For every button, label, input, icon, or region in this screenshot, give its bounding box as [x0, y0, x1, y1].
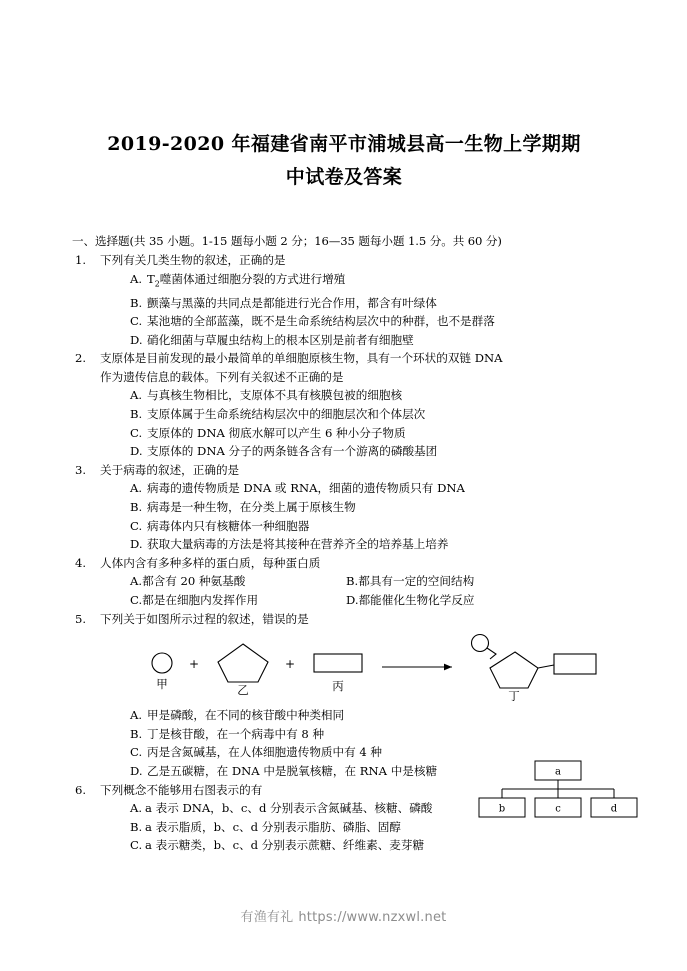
- plus-sign-2: +: [284, 657, 296, 672]
- watermark-brand: 有渔有礼: [240, 910, 294, 925]
- option-4-a-text: 都含有 20 种氨基酸: [142, 574, 246, 589]
- product-pentose-pentagon-icon: [490, 652, 538, 688]
- option-6-b-text: a 表示脂质，b、c、d 分别表示脂肪、磷脂、固醇: [145, 819, 401, 834]
- question-6-stem: 下列概念不能够用右图表示的有: [100, 782, 263, 797]
- option-5-a-label: A.: [130, 708, 143, 723]
- option-1-b-label: B.: [130, 295, 143, 310]
- title-line-1: 2019-2020 年福建省南平市浦城县高一生物上学期期: [107, 133, 581, 155]
- watermark-url: https://www.nzxwl.net: [298, 910, 447, 925]
- footer-watermark: [0, 906, 687, 925]
- option-6-c-label: C.: [130, 838, 143, 853]
- question-5-number: 5.: [75, 611, 87, 626]
- product-phosphate-bond: [487, 648, 496, 659]
- question-2-number: 2.: [75, 351, 87, 366]
- label-yi: 乙: [237, 683, 249, 698]
- option-5-a-text: 甲是磷酸，在不同的核苷酸中种类相同: [147, 708, 345, 723]
- tree-node-c-label: c: [555, 803, 561, 815]
- option-3-d-text: 获取大量病毒的方法是将其接种在营养齐全的培养基上培养: [147, 537, 449, 552]
- option-3-a: [130, 479, 620, 498]
- question-3-number: 3.: [75, 462, 87, 477]
- phosphate-circle-icon: [152, 653, 172, 673]
- option-4-d-text: 都能催化生物化学反应: [358, 593, 475, 607]
- option-5-c-text: 丙是含氮碱基，在人体细胞遗传物质中有 4 种: [147, 745, 383, 760]
- tree-node-root-label: a: [555, 766, 561, 778]
- product-base-rectangle-icon: [554, 654, 596, 674]
- option-4-c-label: C.: [130, 593, 143, 607]
- question-4: [72, 554, 620, 610]
- option-3-b-text: 病毒是一种生物，在分类上属于原核生物: [147, 500, 356, 515]
- option-1-c-label: C.: [130, 314, 143, 329]
- option-5-b-text: 丁是核苷酸，在一个病毒中有 8 种: [147, 726, 325, 741]
- option-5-b-label: B.: [130, 726, 143, 741]
- product-base-bond: [538, 665, 554, 668]
- nucleotide-synthesis-diagram: [100, 630, 620, 704]
- option-4-d-label: D.: [346, 593, 359, 607]
- question-4-number: 4.: [75, 555, 87, 570]
- option-3-c: [130, 517, 620, 536]
- option-2-d: [130, 442, 620, 461]
- question-4-options: [100, 572, 620, 609]
- option-1-a-text-pre: T: [147, 271, 155, 286]
- option-2-a-text: 与真核生物相比，支原体不具有核膜包被的细胞核: [147, 388, 403, 403]
- nucleotide-synthesis-svg: [130, 630, 600, 702]
- reaction-arrow-head: [444, 664, 452, 671]
- option-2-c-label: C.: [130, 425, 143, 440]
- option-4-c-text: 都是在细胞内发挥作用: [142, 593, 259, 607]
- option-4-b-text: 都具有一定的空间结构: [358, 574, 475, 589]
- option-4-b-label: B.: [346, 574, 359, 589]
- pentose-pentagon-icon: [218, 644, 268, 682]
- label-bing: 丙: [332, 679, 344, 694]
- option-1-b-text: 颤藻与黑藻的共同点是都能进行光合作用，都含有叶绿体: [147, 295, 437, 310]
- option-3-d-label: D.: [130, 537, 143, 552]
- concept-tree-diagram: [478, 760, 638, 832]
- question-6-number: 6.: [75, 782, 87, 797]
- question-1-options: [100, 270, 620, 350]
- question-2: [72, 349, 620, 461]
- question-5: [72, 610, 620, 781]
- option-2-b-label: B.: [130, 407, 143, 422]
- option-3-c-text: 病毒体内只有核糖体一种细胞器: [147, 518, 310, 533]
- question-1-number: 1.: [75, 253, 87, 267]
- option-3-d: [130, 535, 620, 554]
- base-rectangle-icon: [314, 654, 362, 672]
- question-3: [72, 461, 620, 554]
- option-3-a-label: A.: [130, 481, 143, 496]
- question-5-stem: 下列关于如图所示过程的叙述，错误的是: [100, 611, 309, 626]
- option-1-b: [130, 294, 620, 313]
- question-4-options-row-1: [130, 572, 620, 591]
- option-1-a-text-post: 噬菌体通过细胞分裂的方式进行增殖: [159, 271, 346, 286]
- option-5-c-label: C.: [130, 745, 143, 760]
- option-6-b-label: B.: [130, 819, 143, 834]
- option-5-a: [130, 706, 620, 725]
- option-5-d-text: 乙是五碳糖，在 DNA 中是脱氧核糖，在 RNA 中是核糖: [147, 763, 438, 778]
- section-header-choice: 一、选择题(共 35 小题。1-15 题每小题 2 分；16—35 题每小题 1.5 分。共 60 分): [72, 234, 502, 248]
- option-1-d-text: 硝化细菌与草履虫结构上的根本区别是前者有细胞壁: [147, 332, 414, 347]
- option-4-a: [130, 572, 346, 591]
- option-2-c-text: 支原体的 DNA 彻底水解可以产生 6 种小分子物质: [147, 425, 406, 440]
- option-3-a-text: 病毒的遗传物质是 DNA 或 RNA，细菌的遗传物质只有 DNA: [147, 481, 465, 496]
- option-6-a-label: A.: [130, 801, 143, 816]
- label-jia: 甲: [156, 677, 168, 692]
- option-3-b-label: B.: [130, 500, 143, 515]
- question-3-stem: 关于病毒的叙述，正确的是: [100, 462, 240, 477]
- option-4-a-label: A.: [130, 574, 143, 589]
- option-6-a-text: a 表示 DNA，b、c、d 分别表示含氮碱基、核糖、磷酸: [145, 801, 433, 816]
- option-2-c: [130, 424, 620, 443]
- question-2-stem-line-1: 支原体是目前发现的最小最简单的单细胞原核生物，具有一个环状的双链 DNA: [100, 351, 503, 366]
- option-2-a-label: A.: [130, 388, 143, 403]
- option-4-b: [346, 572, 620, 591]
- question-3-options: [100, 479, 620, 553]
- option-1-a-subscript: 2: [154, 278, 160, 288]
- option-2-a: [130, 386, 620, 405]
- question-2-stem-line-2: 作为遗传信息的载体。下列有关叙述不正确的是: [100, 369, 344, 384]
- question-4-stem: 人体内含有多种多样的蛋白质，每种蛋白质: [100, 555, 321, 570]
- option-2-d-text: 支原体的 DNA 分子的两条链各含有一个游离的磷酸基团: [147, 444, 438, 459]
- plus-sign-1: +: [188, 657, 200, 672]
- option-1-a-label: A.: [130, 271, 143, 286]
- question-1: [72, 251, 620, 349]
- title-line-2: 中试卷及答案: [285, 166, 403, 188]
- tree-node-d-label: d: [610, 803, 618, 815]
- concept-tree-svg: [478, 760, 638, 828]
- option-6-c: [130, 836, 620, 855]
- label-ding: 丁: [508, 689, 520, 703]
- option-4-d: [346, 591, 620, 610]
- option-2-d-label: D.: [130, 444, 143, 459]
- option-2-b-text: 支原体属于生命系统结构层次中的细胞层次和个体层次: [147, 407, 426, 422]
- option-1-c-text: 某池塘的全部蓝藻，既不是生命系统结构层次中的种群，也不是群落: [147, 314, 495, 329]
- question-1-stem: 下列有关几类生物的叙述，正确的是: [100, 253, 286, 267]
- option-1-c: [130, 312, 620, 331]
- page-title: [84, 128, 604, 194]
- option-1-a: [130, 270, 620, 294]
- question-2-options: [100, 386, 620, 460]
- option-6-c-text: a 表示糖类，b、c、d 分别表示蔗糖、纤维素、麦芽糖: [145, 838, 425, 853]
- option-5-d-label: D.: [130, 763, 143, 778]
- product-phosphate-circle-icon: [472, 635, 489, 652]
- question-4-options-row-2: [130, 591, 620, 610]
- option-5-b: [130, 725, 620, 744]
- option-1-d-label: D.: [130, 332, 143, 347]
- option-4-c: [130, 591, 346, 610]
- option-2-b: [130, 405, 620, 424]
- option-1-d: [130, 331, 620, 350]
- option-3-b: [130, 498, 620, 517]
- option-3-c-label: C.: [130, 518, 143, 533]
- tree-node-b-label: b: [498, 803, 506, 815]
